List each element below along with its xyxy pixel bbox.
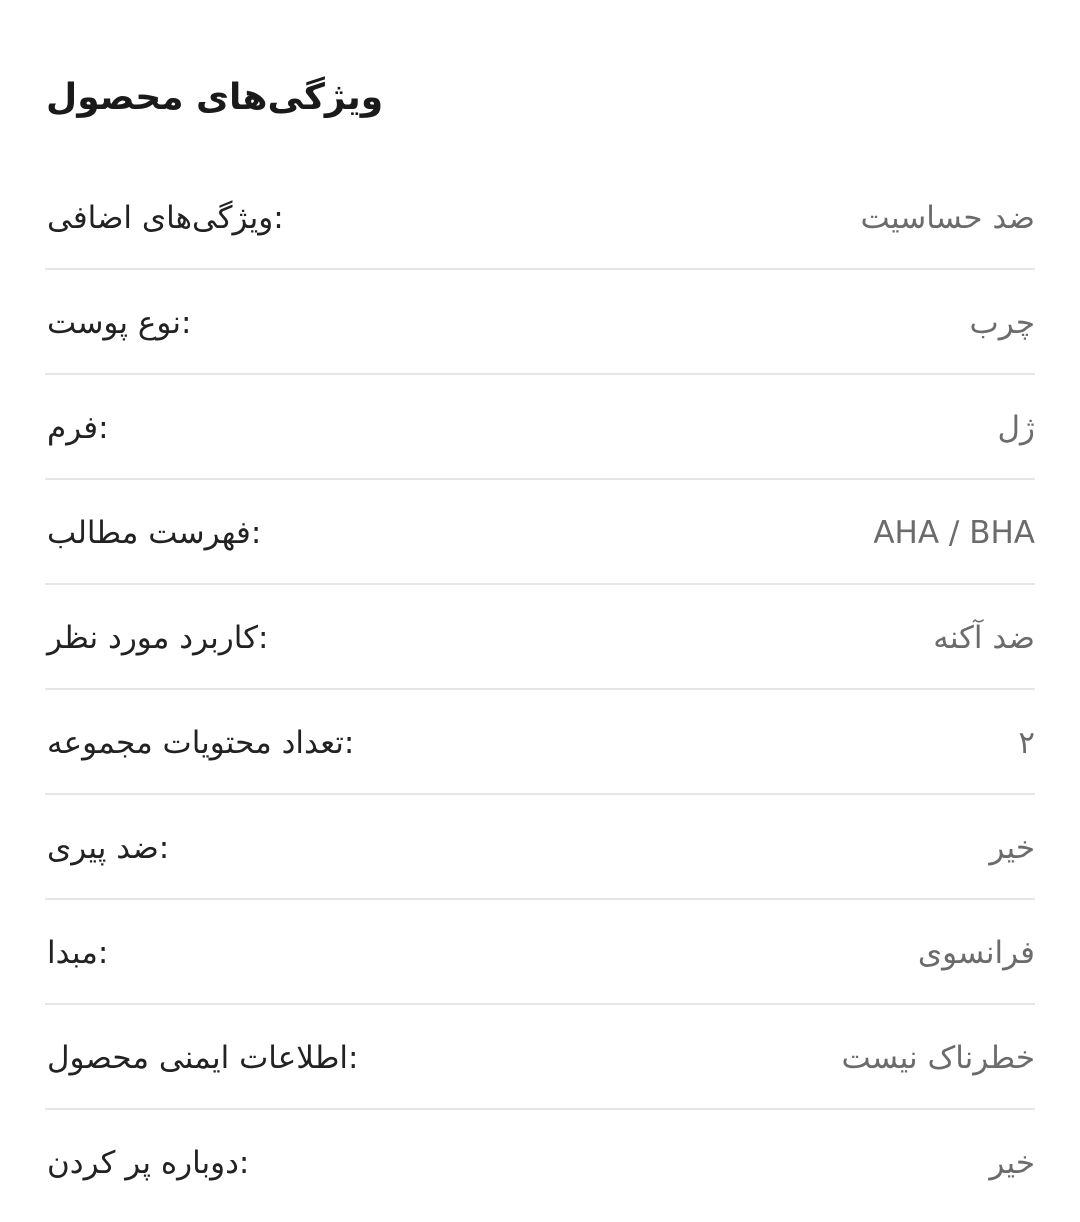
- spec-label: :اطلاعات ایمنی محصول: [47, 1040, 359, 1076]
- spec-value: AHA / BHA: [873, 515, 1035, 551]
- spec-label: :ویژگی‌های اضافی: [47, 200, 284, 236]
- spec-row-safety-info: [45, 1005, 1035, 1110]
- spec-label: :کاربرد مورد نظر: [47, 620, 269, 656]
- spec-value: چرب: [969, 305, 1035, 341]
- spec-label: :فهرست مطالب: [47, 515, 262, 551]
- spec-value: خیر: [989, 830, 1035, 866]
- spec-label: :فرم: [47, 410, 109, 446]
- spec-value: ضد حساسیت: [860, 200, 1035, 236]
- spec-value: ژل: [997, 410, 1035, 446]
- section-title: ویژگی‌های محصول: [46, 77, 384, 118]
- spec-label: :دوباره پر کردن: [47, 1145, 250, 1181]
- spec-row-skin-type: [45, 270, 1035, 375]
- spec-row-intended-use: [45, 585, 1035, 690]
- spec-row-extra-features: [45, 165, 1035, 270]
- spec-row-anti-aging: [45, 795, 1035, 900]
- spec-row-contents: [45, 480, 1035, 585]
- spec-row-refillable: [45, 1110, 1035, 1213]
- spec-value: فرانسوی: [917, 935, 1035, 971]
- spec-label: :نوع پوست: [47, 305, 192, 341]
- spec-value: خطرناک نیست: [841, 1040, 1035, 1076]
- specs-list: [45, 165, 1035, 1213]
- spec-label: :ضد پیری: [47, 830, 170, 866]
- spec-label: :تعداد محتویات مجموعه: [47, 725, 355, 761]
- spec-row-form: [45, 375, 1035, 480]
- spec-value: ۲: [1018, 725, 1035, 761]
- spec-row-set-count: [45, 690, 1035, 795]
- spec-label: :مبدا: [47, 935, 109, 971]
- spec-value: خیر: [989, 1145, 1035, 1181]
- spec-row-origin: [45, 900, 1035, 1005]
- spec-value: ضد آکنه: [933, 620, 1035, 656]
